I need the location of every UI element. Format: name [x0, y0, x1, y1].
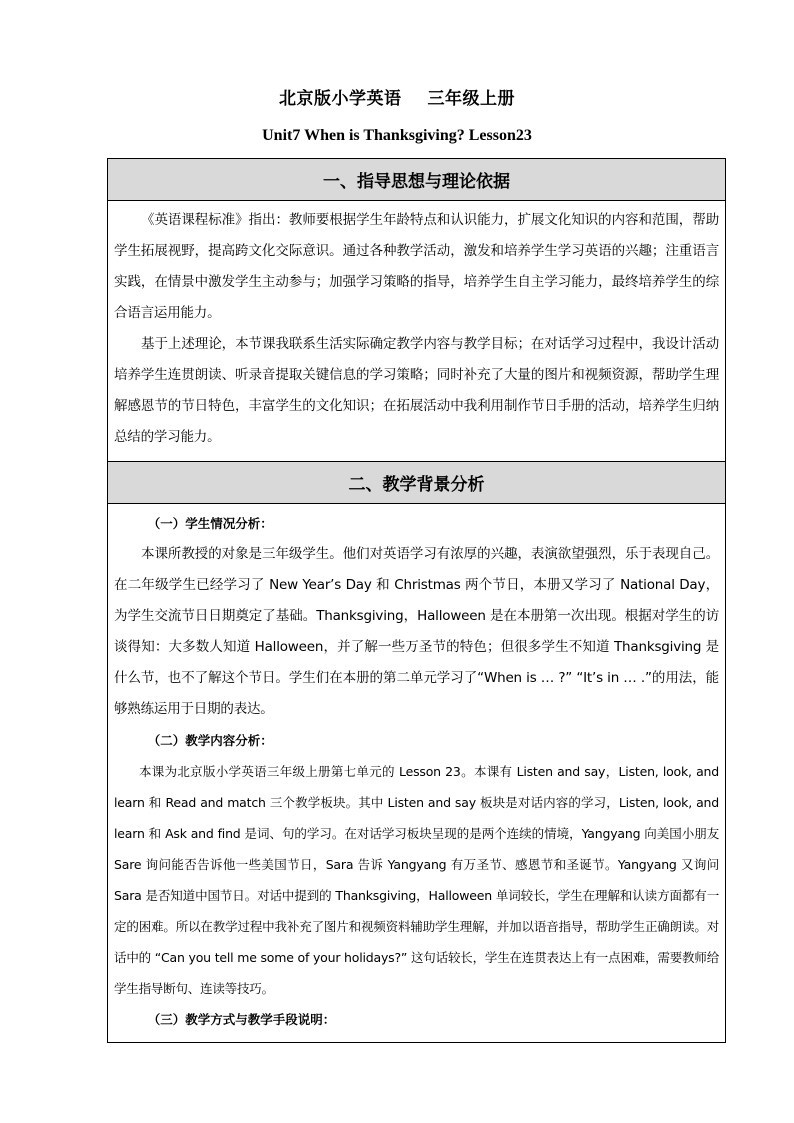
- student-analysis-text: 本课所教授的对象是三年级学生。他们对英语学习有浓厚的兴趣，表演欲望强烈，乐于表现自己。在二年级学生已经学习了 New Year’s Day 和 Christmas 两个节日，本册又学习了 National Day，为学生交流节日日期奠定了基础。Thanksgiving，Halloween 是在本册第一次出现。根据对学生的访谈得知：大多数人知道 Halloween，并了解一些万圣节的特色；但很多学生不知道 Thanksgiving 是什么节，也不了解这个节日。学生们在本册的第二单元学习了“When is … ?” “It’s in … .”的用法，能够熟练运用于日期的表达。: [114, 546, 719, 717]
- content-analysis-heading: （二）教学内容分析：: [147, 733, 273, 748]
- section2-body: [108, 504, 726, 1043]
- title-right: 三年级上册: [427, 89, 515, 109]
- lesson-plan-table: [107, 158, 726, 1043]
- student-analysis-heading: （一）学生情况分析：: [147, 516, 273, 531]
- section1-paragraph-1: 《英语课程标准》指出：教师要根据学生年龄特点和认识能力，扩展文化知识的内容和范围，帮助学生拓展视野，提高跨文化交际意识。通过各种教学活动，激发和培养学生学习英语的兴趣；注重语言实践，在情景中激发学生主动参与；加强学习策略的指导，培养学生自主学习能力，最终培养学生的综合语言运用能力。: [114, 212, 719, 321]
- section1-body: [108, 201, 726, 462]
- section2-heading: 二、教学背景分析: [108, 462, 726, 504]
- teaching-method-heading: （三）教学方式与教学手段说明：: [147, 1012, 336, 1027]
- title-left: 北京版小学英语: [279, 89, 402, 109]
- content-analysis-text: 本课为北京版小学英语三年级上册第七单元的 Lesson 23。本课有 Listen and say，Listen, look, and learn 和 Read and match 三个教学板块。其中 Listen and say 板块是对话内容的学习，Listen, look, and learn 和 Ask and find 是词、句的学习。在对话学习板块呈现的是两个连续的情境，Yangyang 向美国小朋友 Sare 询问能否告诉他一些美国节日，Sara 告诉 Yangyang 有万圣节、感恩节和圣诞节。Yangyang 又询问 Sara 是否知道中国节日。对话中提到的 Thanksgiving，Halloween 单词较长，学生在理解和认读方面都有一定的困难。所以在教学过程中我补充了图片和视频资料辅助学生理解，并加以语音指导，帮助学生正确朗读。对话中的 “Can you tell me some of your holidays?” 这句话较长，学生在连贯表达上有一点困难，需要教师给学生指导断句、连读等技巧。: [114, 764, 719, 996]
- document-title: [0, 84, 794, 109]
- section1-paragraph-2: 基于上述理论，本节课我联系生活实际确定教学内容与教学目标；在对话学习过程中，我设计活动培养学生连贯朗读、听录音提取关键信息的学习策略；同时补充了大量的图片和视频资源，帮助学生理解感恩节的节日特色，丰富学生的文化知识；在拓展活动中我利用制作节日手册的活动，培养学生归纳总结的学习能力。: [114, 336, 719, 445]
- document-subtitle: Unit7 When is Thanksgiving? Lesson23: [262, 127, 532, 144]
- section1-heading: 一、指导思想与理论依据: [108, 159, 726, 201]
